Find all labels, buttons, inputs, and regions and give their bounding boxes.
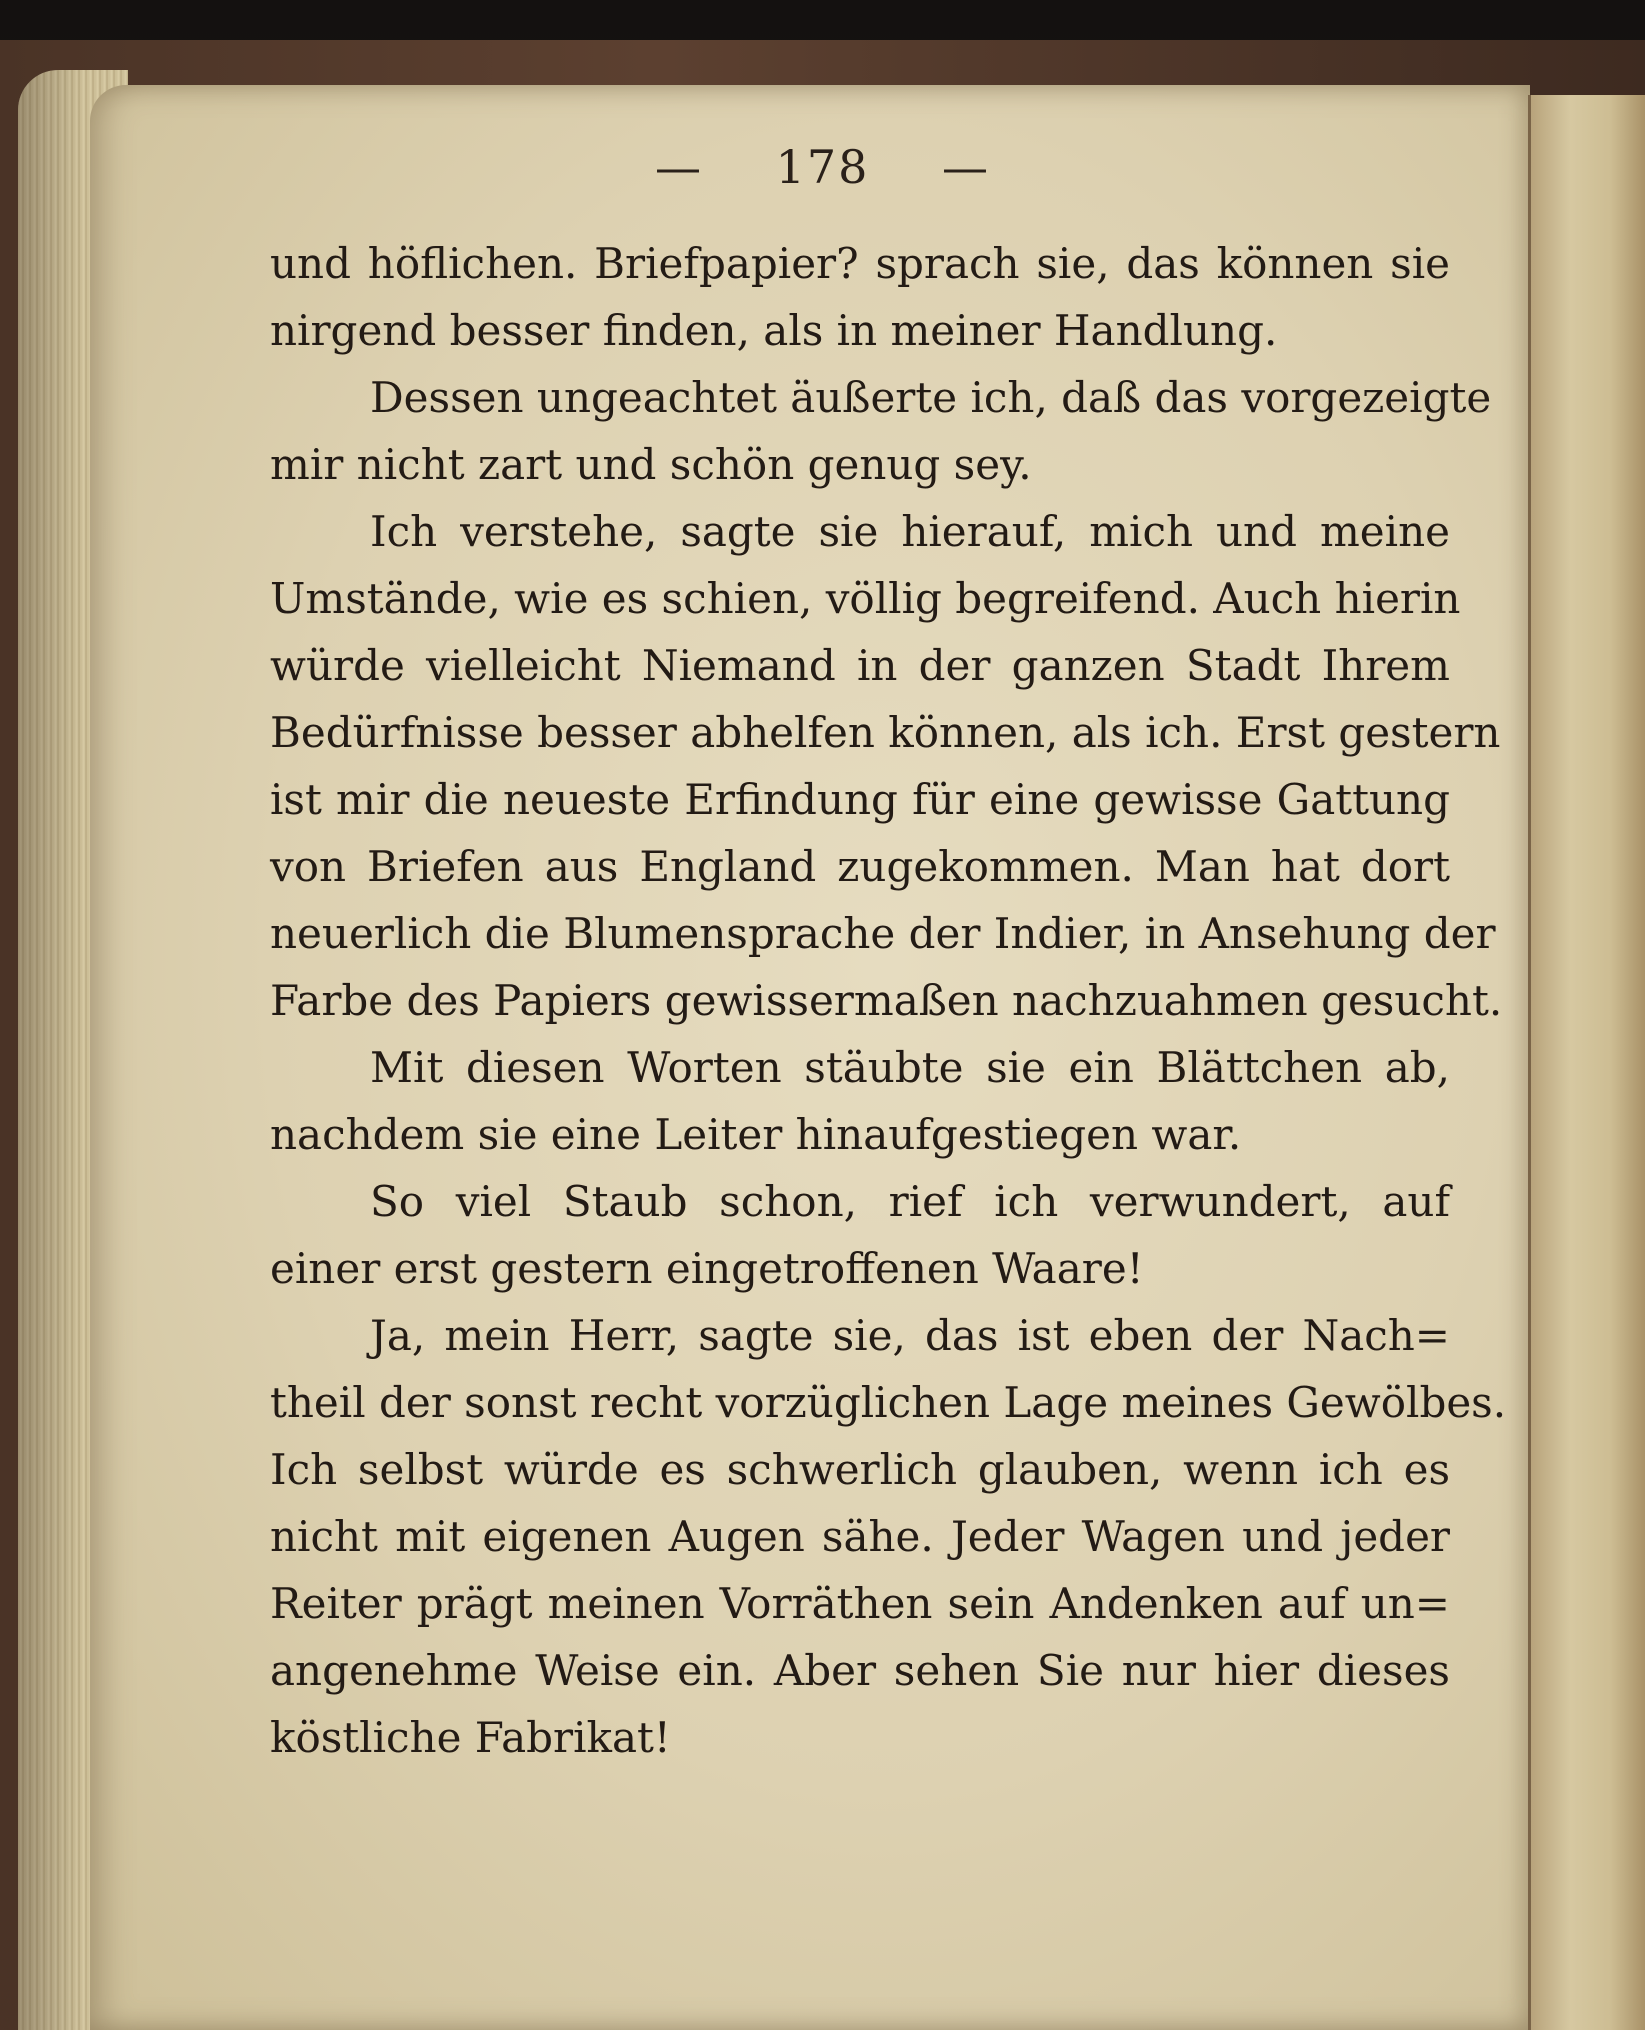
text-line: Bedürfnisse besser abhelfen können, als ich. Erst gestern <box>270 708 1501 757</box>
text-line: Ich selbst würde es schwerlich glauben, wenn ich es <box>270 1445 1450 1494</box>
text-line: von Briefen aus England zugekommen. Man hat dort <box>270 842 1450 891</box>
text-line: Farbe des Papiers gewissermaßen nachzuahmen gesucht. <box>270 976 1503 1025</box>
text-line: nirgend besser finden, als in meiner Handlung. <box>270 306 1278 355</box>
text-line: So viel Staub schon, rief ich verwundert, auf <box>370 1177 1450 1226</box>
text-line: nachdem sie eine Leiter hinaufgestiegen war. <box>270 1110 1242 1159</box>
text-line: theil der sonst recht vorzüglichen Lage meines Gewölbes. <box>270 1378 1507 1427</box>
text-line: Dessen ungeachtet äußerte ich, daß das vorgezeigte <box>370 373 1492 422</box>
text-line: Umstände, wie es schien, völlig begreifend. Auch hierin <box>270 574 1461 623</box>
text-line: nicht mit eigenen Augen sähe. Jeder Wagen und jeder <box>270 1512 1450 1561</box>
text-line: Ich verstehe, sagte sie hierauf, mich und meine <box>370 507 1450 556</box>
text-line: neuerlich die Blumensprache der Indier, in Ansehung der <box>270 909 1496 958</box>
gutter-line <box>1528 95 1531 2030</box>
text-line: Mit diesen Worten stäubte sie ein Blättchen ab, <box>370 1043 1450 1092</box>
body-text <box>270 230 1507 1771</box>
text-line: würde vielleicht Niemand in der ganzen Stadt Ihrem <box>270 641 1450 690</box>
dash-right: — <box>942 140 991 194</box>
text-line: mir nicht zart und schön genug sey. <box>270 440 1032 489</box>
text-line: und höflichen. Briefpapier? sprach sie, das können sie <box>270 239 1450 288</box>
facing-page-edge <box>1530 95 1645 2030</box>
text-line: Ja, mein Herr, sagte sie, das ist eben der Nach= <box>370 1311 1450 1360</box>
text-line: Reiter prägt meinen Vorräthen sein Andenken auf un= <box>270 1579 1450 1628</box>
text-line: ist mir die neueste Erfindung für eine gewisse Gattung <box>270 775 1450 824</box>
dash-left: — <box>654 140 703 194</box>
text-line: einer erst gestern eingetroffenen Waare! <box>270 1244 1144 1293</box>
text-line: köstliche Fabrikat! <box>270 1713 671 1762</box>
text-line: angenehme Weise ein. Aber sehen Sie nur hier dieses <box>270 1646 1450 1695</box>
page-number: 178 <box>775 140 870 194</box>
page-header <box>0 140 1645 194</box>
